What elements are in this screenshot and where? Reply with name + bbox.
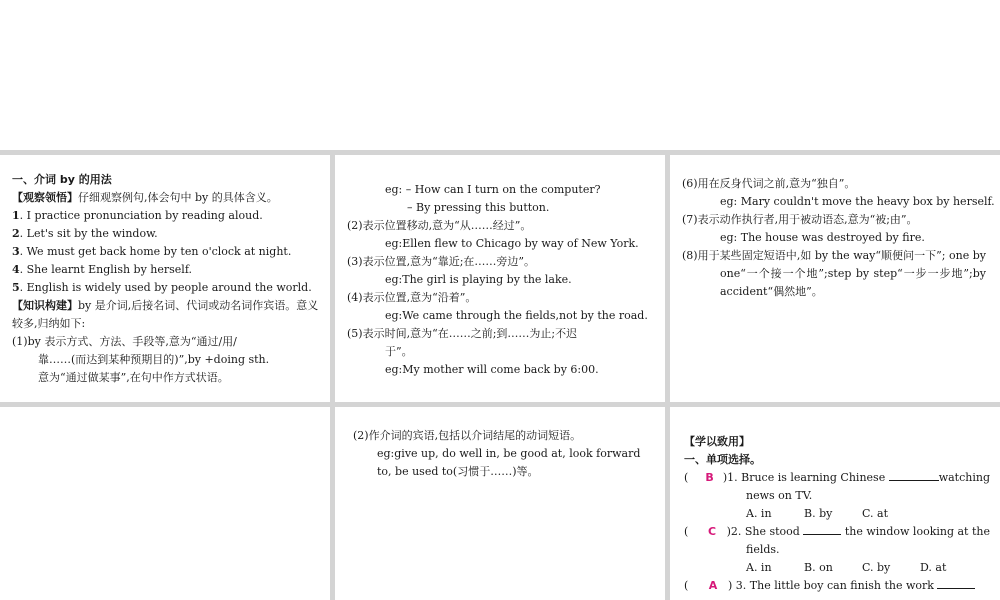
sentence-3 <box>12 243 322 261</box>
answer-blank[interactable] <box>937 578 975 589</box>
top-blank-area <box>0 0 1000 150</box>
build-text: by 是介词,后接名词、代词或动名词作宾语。意义较多,归纳如下: <box>12 299 319 330</box>
sentence-number: 4 <box>12 263 20 276</box>
sentence-5 <box>12 279 322 297</box>
example-line: eg: The house was destroyed by fire. <box>720 231 925 244</box>
usage-item: (3)表示位置,意为“靠近;在……旁边”。 <box>347 255 536 268</box>
sentence-text: . Let's sit by the window. <box>19 227 158 240</box>
usage-item: (2)作介词的宾语,包括以介词结尾的动词短语。 <box>353 429 582 442</box>
example-line: eg:The girl is playing by the lake. <box>385 273 572 286</box>
usage-item-phrases: (8)用于某些固定短语中,如 by the way“顺便问一下”; one by one“一个接一个地”;step by step“一步一步地”;by accident“偶然地”。 <box>682 249 986 298</box>
open-paren: ( <box>684 579 689 592</box>
sentence-number: 3 <box>12 245 20 258</box>
question-stem-end: the window looking at the <box>841 525 990 538</box>
slide-panel-by-usage-3[interactable] <box>670 155 1000 402</box>
question-1 <box>684 469 990 487</box>
usage-item: (7)表示动作执行者,用于被动语态,意为“被;由”。 <box>682 213 918 226</box>
usage-item: (2)表示位置移动,意为“从……经过”。 <box>347 219 532 232</box>
sentence-text: . She learnt English by herself. <box>19 263 192 276</box>
answer-badge: A <box>708 579 718 592</box>
option-a: A. in <box>746 561 772 574</box>
option-c: C. at <box>862 507 888 520</box>
slide-panel-gerund-object[interactable] <box>335 407 665 600</box>
example-line: eg:We came through the fields,not by the road. <box>385 309 648 322</box>
sentence-1 <box>12 207 322 225</box>
option-c: C. by <box>862 561 891 574</box>
option-list <box>684 505 990 523</box>
build-paragraph <box>12 297 322 333</box>
example-line: eg: – How can I turn on the computer? <box>385 183 601 196</box>
sentence-text: . I practice pronunciation by reading aloud. <box>19 209 263 222</box>
open-paren: ( <box>684 525 689 538</box>
slide-panel-by-usage[interactable] <box>0 155 330 402</box>
sentence-text: . English is widely used by people around the world. <box>19 281 312 294</box>
sentence-number: 5 <box>12 281 20 294</box>
slide-panel-by-usage-2[interactable] <box>335 155 665 402</box>
slide-panel-practice[interactable] <box>670 407 1000 600</box>
sentence-text: . We must get back home by ten o'clock at night. <box>19 245 292 258</box>
example-line: eg:My mother will come back by 6:00. <box>385 363 599 376</box>
section-title: 一、单项选择。 <box>684 453 761 466</box>
question-continued: fields. <box>746 543 780 556</box>
practice-title: 【学以致用】 <box>684 435 750 448</box>
sentence-4 <box>12 261 322 279</box>
option-a: A. in <box>746 507 772 520</box>
answer-blank[interactable] <box>889 470 939 481</box>
question-2 <box>684 523 990 541</box>
build-label: 【知识构建】 <box>12 299 78 312</box>
section-heading: 一、介词 by 的用法 <box>12 173 112 186</box>
question-stem: )1. Bruce is learning Chinese <box>722 471 889 484</box>
answer-badge: C <box>708 525 717 538</box>
usage-item-continued: 于”。 <box>385 345 413 358</box>
example-line: eg:give up, do well in, be good at, look forward <box>377 447 641 460</box>
observe-text: 仔细观察例句,体会句中 by 的具体含义。 <box>78 191 278 204</box>
question-continued: news on TV. <box>746 489 813 502</box>
usage-item: (4)表示位置,意为“沿着”。 <box>347 291 477 304</box>
question-text <box>728 577 990 595</box>
question-stem-end: watching <box>938 471 990 484</box>
open-paren: ( <box>684 471 689 484</box>
observe-label: 【观察领悟】 <box>12 191 78 204</box>
question-stem: ) 3. The little boy can finish the work <box>728 579 938 592</box>
sentence-number: 2 <box>12 227 20 240</box>
sentence-2 <box>12 225 322 243</box>
option-d: D. at <box>920 561 947 574</box>
question-text <box>723 469 990 487</box>
blank-slide-panel[interactable] <box>0 407 330 600</box>
observe-line <box>12 189 322 207</box>
example-line: eg:Ellen flew to Chicago by way of New York. <box>385 237 639 250</box>
usage-item-1-line-b: 靠……(而达到某种预期目的)”,by +doing sth. <box>38 353 270 366</box>
question-3 <box>684 577 990 595</box>
usage-item-1-line-a: (1)by 表示方式、方法、手段等,意为“通过/用/ <box>12 335 237 348</box>
usage-item: (6)用在反身代词之前,意为“独自”。 <box>682 177 856 190</box>
question-text <box>727 523 990 541</box>
option-list <box>684 559 990 577</box>
answer-blank[interactable] <box>803 524 841 535</box>
example-line-continued: to, be used to(习惯于……)等。 <box>377 465 539 478</box>
usage-item-1-line-c: 意为“通过做某事”,在句中作方式状语。 <box>38 371 229 384</box>
option-b: B. by <box>804 507 833 520</box>
example-line: eg: Mary couldn't move the heavy box by herself. <box>720 195 995 208</box>
option-b: B. on <box>804 561 833 574</box>
answer-badge: B <box>705 471 714 484</box>
usage-item: (5)表示时间,意为“在……之前;到……为止;不迟 <box>347 327 578 340</box>
example-line: – By pressing this button. <box>407 201 550 214</box>
sentence-number: 1 <box>12 209 20 222</box>
question-stem: )2. She stood <box>726 525 804 538</box>
